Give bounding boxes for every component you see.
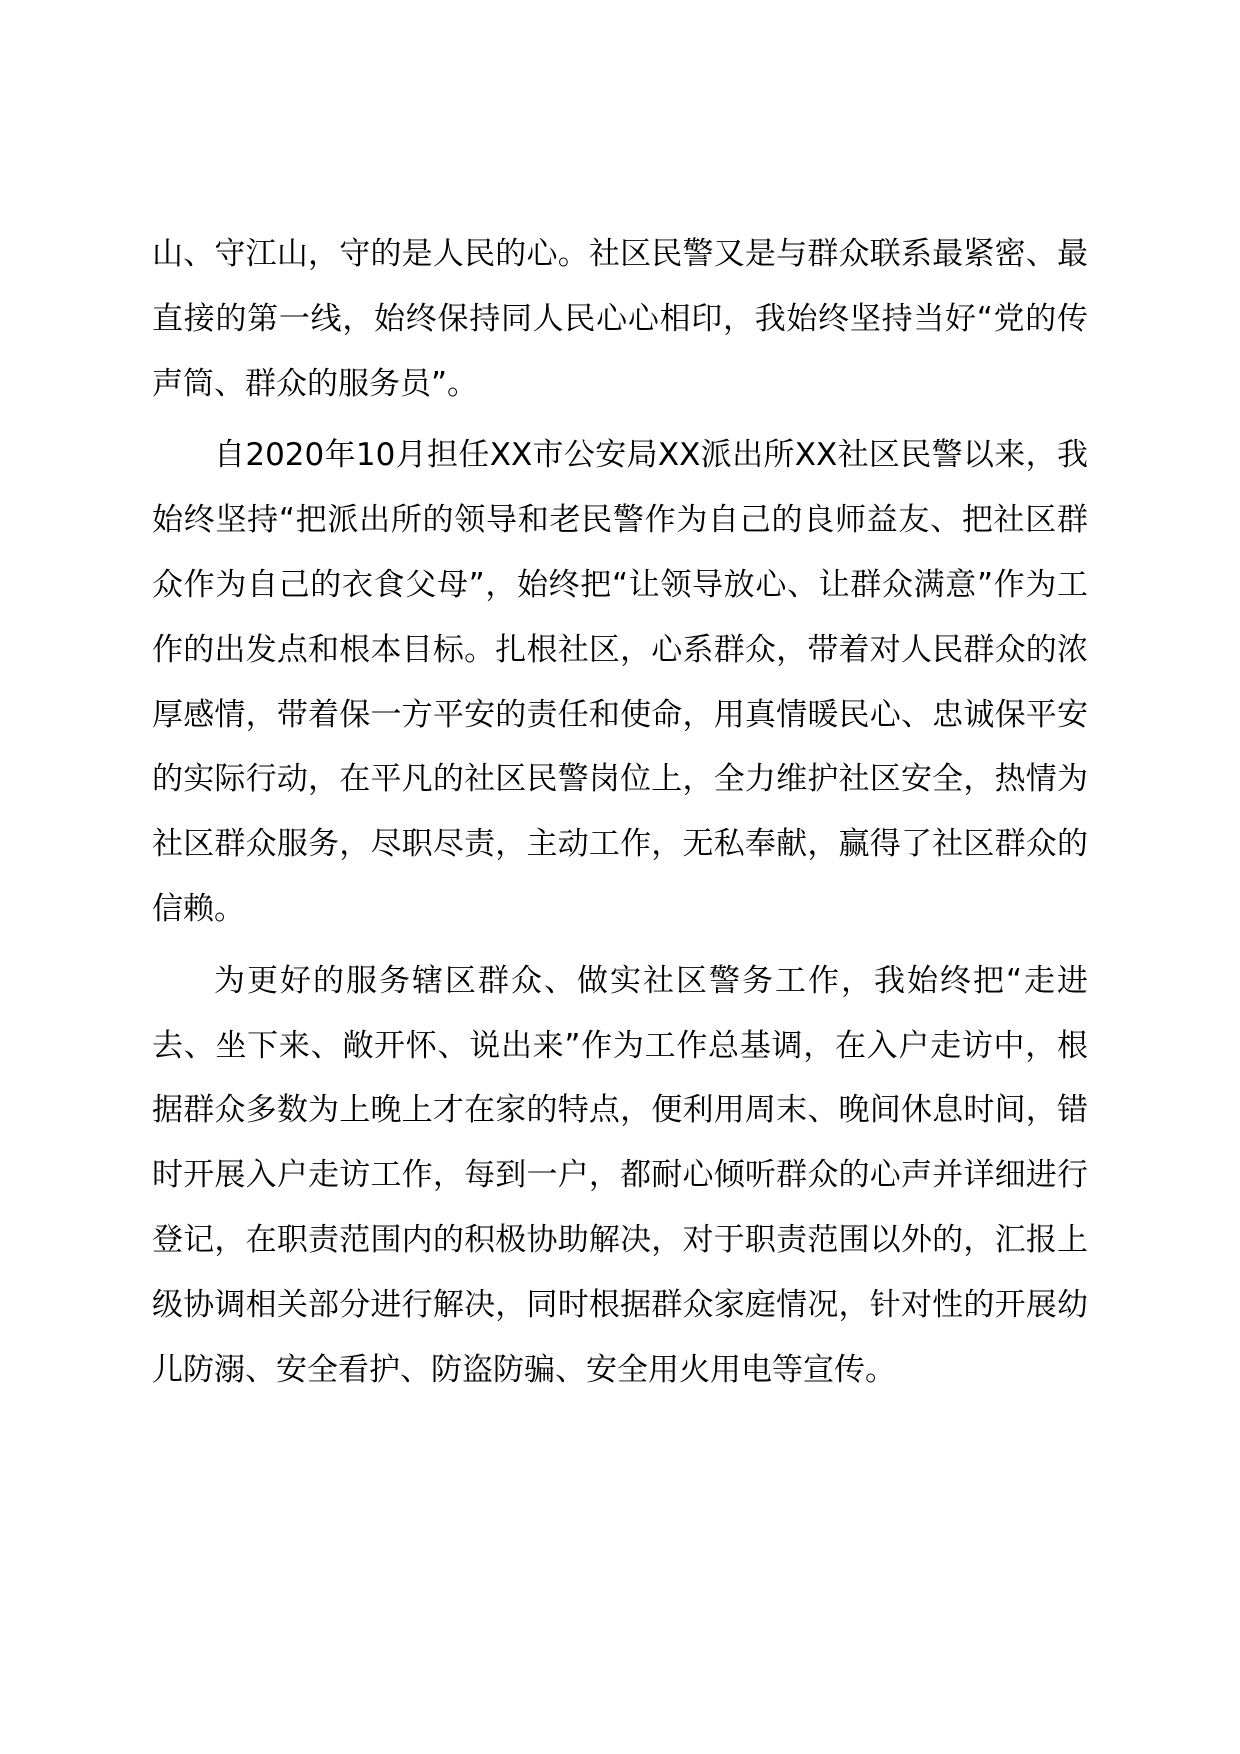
paragraph-1: 山、守江山，守的是人民的心。社区民警又是与群众联系最紧密、最直接的第一线，始终保持同人民心心相印，我始终坚持当好“党的传声筒、群众的服务员”。 bbox=[152, 236, 1088, 402]
document-body bbox=[152, 222, 1088, 1402]
paragraph-2: 自2020年10月担任XX市公安局XX派出所XX社区民警以来，我始终坚持“把派出所的领导和老民警作为自己的良师益友、把社区群众作为自己的衣食父母”，始终把“让领导放心、让群众满意”作为工作的出发点和根本目标。扎根社区，心系群众，带着对人民群众的浓厚感情，带着保一方平安的责任和使命，用真情暖民心、忠诚保平安的实际行动，在平凡的社区民警岗位上，全力维护社区安全，热情为社区群众服务，尽职尽责，主动工作，无私奉献，赢得了社区群众的信赖。 bbox=[152, 437, 1088, 927]
paragraph-3: 为更好的服务辖区群众、做实社区警务工作，我始终把“走进去、坐下来、敞开怀、说出来”作为工作总基调，在入户走访中，根据群众多数为上晚上才在家的特点，便利用周末、晚间休息时间，错时开展入户走访工作，每到一户，都耐心倾听群众的心声并详细进行登记，在职责范围内的积极协助解决，对于职责范围以外的，汇报上级协调相关部分进行解决，同时根据群众家庭情况，针对性的开展幼儿防溺、安全看护、防盗防骗、安全用火用电等宣传。 bbox=[152, 962, 1088, 1388]
